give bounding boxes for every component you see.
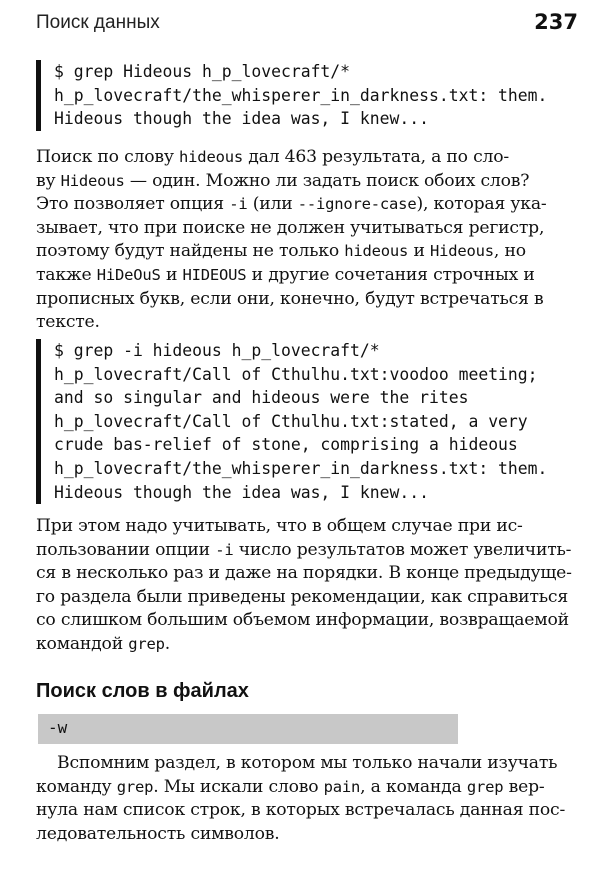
code-line: $ grep -i hideous h_p_lovecraft/* <box>54 341 380 360</box>
text-line: нула нам список строк, в которых встречалась данная пос- <box>36 800 566 821</box>
code-block-grep-hideous <box>36 60 547 131</box>
text-line: При этом надо учитывать, что в общем случае при ис- <box>36 516 523 536</box>
paragraph-ignore-case <box>36 146 582 335</box>
page-header <box>36 10 578 40</box>
option-label: -w <box>48 718 68 737</box>
code-line: h_p_lovecraft/the_whisperer_in_darkness.txt: them. <box>54 458 548 478</box>
code-block-grep-i-hideous <box>36 339 547 504</box>
page-number: 237 <box>534 10 578 34</box>
text-line: тексте. <box>36 312 100 333</box>
text-line: прописных букв, если они, конечно, будут встречаться в <box>36 288 544 309</box>
text-line: ледовательность символов. <box>36 823 280 844</box>
running-header-section: Поиск данных <box>36 12 160 33</box>
text-line: также HiDeOuS и HIDEOUS и другие сочетания строчных и <box>36 264 535 285</box>
text-line: пользовании опции -i число результатов может увеличить- <box>36 539 572 560</box>
text-line: ся в несколько раз и даже на порядки. В конце предыдуще- <box>36 563 572 584</box>
text-line: команду grep. Мы искали слово pain, а команда grep вер- <box>36 776 545 797</box>
text-line: Поиск по слову hideous дал 463 результата, а по сло- <box>36 147 509 167</box>
text-line: Это позволяет опция -i (или --ignore-case), которая ука- <box>36 194 547 215</box>
code-line: h_p_lovecraft/Call of Cthulhu.txt:voodoo meeting; <box>54 364 538 384</box>
text-line: со слишком большим объемом информации, возвращаемой <box>36 610 569 631</box>
text-line: ву Hideous — один. Можно ли задать поиск обоих слов? <box>36 170 530 191</box>
text-line: зывает, что при поиске не должен учитываться регистр, <box>36 217 545 238</box>
paragraph-results-warning <box>36 515 582 657</box>
code-line: $ grep Hideous h_p_lovecraft/* <box>54 62 351 81</box>
text-line: поэтому будут найдены не только hideous и Hideous, но <box>36 241 526 262</box>
code-line: Hideous though the idea was, I knew... <box>54 482 429 502</box>
text-line: Вспомним раздел, в котором мы только начали изучать <box>36 753 558 773</box>
code-line: h_p_lovecraft/Call of Cthulhu.txt:stated, a very <box>54 411 528 431</box>
code-line: h_p_lovecraft/the_whisperer_in_darkness.txt: them. <box>54 85 548 105</box>
text-line: командой grep. <box>36 633 171 654</box>
code-line: Hideous though the idea was, I knew... <box>54 109 429 129</box>
option-bar <box>38 714 458 744</box>
paragraph-word-search <box>36 752 582 846</box>
text-line: го раздела были приведены рекомендации, как справиться <box>36 586 568 607</box>
code-line: crude bas-relief of stone, comprising a hideous <box>54 435 518 455</box>
code-line: and so singular and hideous were the rites <box>54 388 469 408</box>
section-heading: Поиск слов в файлах <box>36 680 249 702</box>
